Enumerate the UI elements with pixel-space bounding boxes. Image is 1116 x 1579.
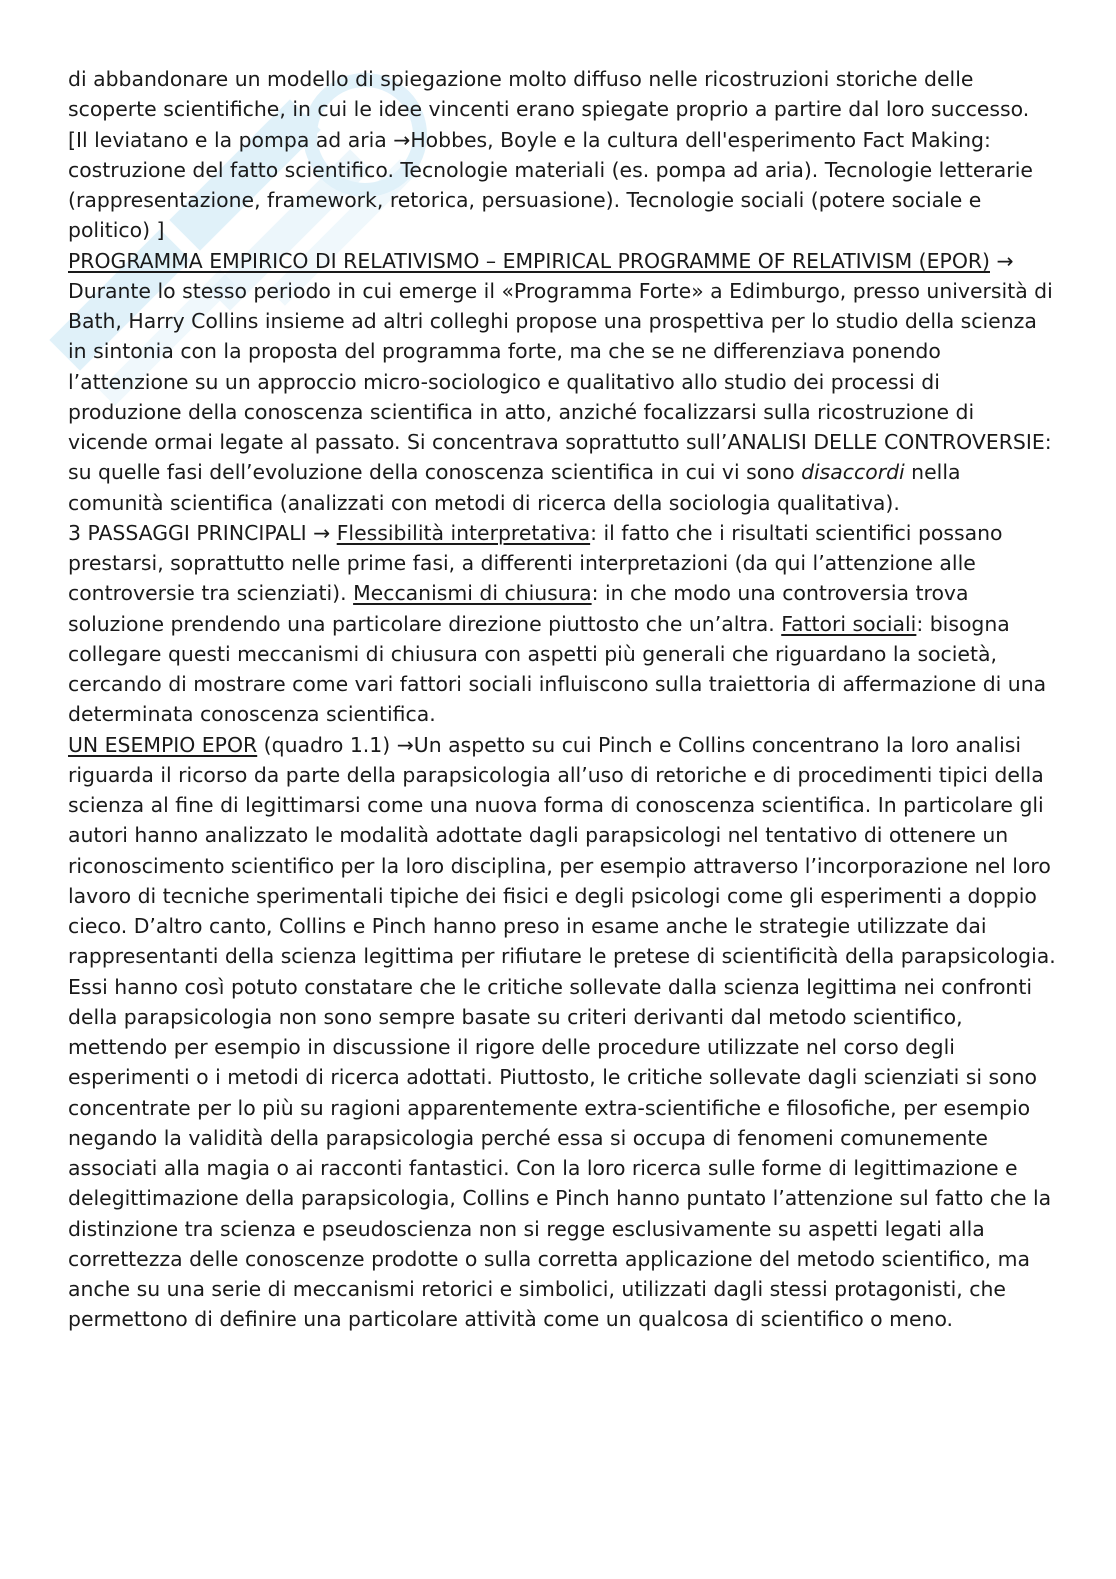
passaggi-text-1: : il fatto che i risultati scientifici possano prestarsi, soprattutto nelle prime fasi, a differenti interpretazioni (da qui l’attenzione alle controversie tra scienziati).: [68, 520, 1003, 606]
passaggi-intro: 3 PASSAGGI PRINCIPALI →: [68, 520, 337, 545]
paragraph-esempio: [68, 730, 1058, 1335]
epor-text: → Durante lo stesso periodo in cui emerge il «Programma Forte» a Edimburgo, presso università di Bath, Harry Collins insieme ad altri colleghi propose una prospettiva per lo studio della scienza in sintonia con la proposta del programma forte, ma che se ne differenziava ponendo l’attenzione su un approccio micro-sociologico e qualitativo allo studio dei processi di produzione della conoscenza scientifica in atto, anziché focalizzarsi sulla ricostruzione di vicende ormai legate al passato. Si concentrava soprattutto sull’ANALISI DELLE CONTROVERSIE: su quelle fasi dell’evoluzione della conoscenza scientifica in cui vi sono: [68, 248, 1053, 485]
passaggi-text-2: : in che modo una controversia trova soluzione prendendo una particolare direzione piuttosto che un’altra.: [68, 581, 969, 636]
term-fattori: Fattori sociali: [781, 611, 917, 636]
epor-text-end: nella comunità scientifica (analizzati con metodi di ricerca della sociologia qualitativa).: [68, 460, 961, 515]
paragraph-epor: [68, 246, 1058, 518]
passaggi-text-3: : bisogna collegare questi meccanismi di chiusura con aspetti più generali che riguardano la società, cercando di mostrare come vari fattori sociali influiscono sulla traiettoria di affermazione di una determinata conoscenza scientifica.: [68, 611, 1047, 727]
body-text: [68, 64, 1058, 1335]
esempio-text: (quadro 1.1) →Un aspetto su cui Pinch e Collins concentrano la loro analisi riguarda il ricorso da parte della parapsicologia all’uso di retoriche e di procedimenti tipici della scienza al fine di legittimarsi come una nuova forma di conoscenza scientifica. In particolare gli autori hanno analizzato le modalità adottate dagli parapsicologi nel tentativo di ottenere un riconoscimento scientifico per la loro disciplina, per esempio attraverso l’incorporazione nel loro lavoro di tecniche sperimentali tipiche dei fisici e degli psicologi come gli esperimenti a doppio cieco. D’altro canto, Collins e Pinch hanno preso in esame anche le strategie utilizzate dai rappresentanti della scienza legittima per rifiutare le pretese di scientificità della parapsicologia. Essi hanno così potuto constatare che le critiche sollevate dalla scienza legittima nei confronti della parapsicologia non sono sempre basate su criteri derivanti dal metodo scientifico, mettendo per esempio in discussione il rigore delle procedure utilizzate nel corso degli esperimenti o i metodi di ricerca adottati. Piuttosto, le critiche sollevate dagli scienziati si sono concentrate per lo più su ragioni apparentemente extra-scientifiche e filosofiche, per esempio negando la validità della parapsicologia perché essa si occupa di fenomeni comunemente associati alla magia o ai racconti fantastici. Con la loro ricerca sulle forme di legittimazione e delegittimazione della parapsicologia, Collins e Pinch hanno puntato l’attenzione sul fatto che la distinzione tra scienza e pseudoscienza non si regge esclusivamente su aspetti legati alla correttezza delle conoscenze prodotte o sulla corretta applicazione del metodo scientifico, ma anche su una serie di meccanismi retorici e simbolici, utilizzati dagli stessi protagonisti, che permettono di definire una particolare attività come un qualcosa di scientifico o meno.: [68, 732, 1056, 1332]
paragraph-intro: di abbandonare un modello di spiegazione molto diffuso nelle ricostruzioni storiche delle scoperte scientifiche, in cui le idee vincenti erano spiegate proprio a partire dal loro successo.: [68, 67, 1030, 122]
term-flessibilita: Flessibilità interpretativa: [336, 520, 591, 545]
paragraph-passaggi: [68, 518, 1058, 730]
heading-esempio: UN ESEMPIO EPOR: [68, 732, 258, 757]
italic-disaccordi: disaccordi: [801, 460, 905, 485]
paragraph-leviatano: [Il leviatano e la pompa ad aria →Hobbes, Boyle e la cultura dell'esperimento Fact Making: costruzione del fatto scientifico. Tecnologie materiali (es. pompa ad aria). Tecnologie letterarie (rappresentazione, framework, retorica, persuasione). Tecnologie sociali (potere sociale e politico) ]: [68, 127, 1033, 243]
heading-epor: PROGRAMMA EMPIRICO DI RELATIVISMO – EMPIRICAL PROGRAMME OF RELATIVISM (EPOR): [68, 248, 990, 273]
term-meccanismi: Meccanismi di chiusura: [353, 581, 592, 606]
